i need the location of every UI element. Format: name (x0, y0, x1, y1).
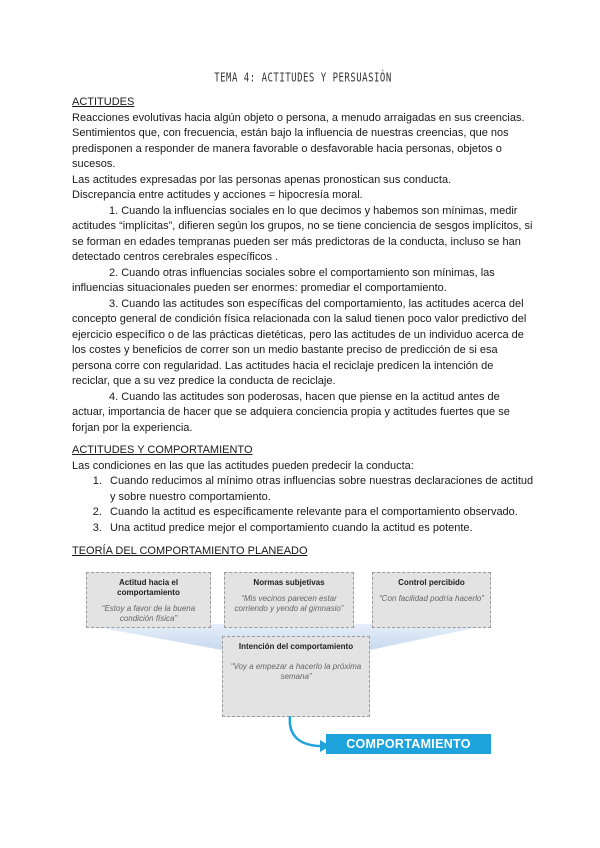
paragraph: Las condiciones en las que las actitudes pueden predecir la conducta: (72, 459, 414, 472)
paragraph: Discrepancia entre actitudes y acciones = hipocresía moral. (72, 189, 363, 201)
box-heading: Normas subjetivas (253, 578, 325, 587)
section-actitudes (72, 95, 534, 436)
intention-box (222, 636, 370, 717)
paragraph: Sentimientos que, con frecuencia, están bajo la influencia de nuestras creencias, que nos predisponen a responder de manera favorable o desfavorable hacia personas, objetos o sucesos. (72, 127, 509, 170)
section-heading: TEORÍA DEL COMPORTAMIENTO PLANEADO (72, 545, 308, 557)
section-teoria (72, 544, 534, 560)
box-quote: “Mis vecinos parecen estar corriendo y yendo al gimnasio” (234, 594, 344, 613)
box-heading: Actitud hacia el comportamiento (117, 578, 180, 597)
paragraph: Las actitudes expresadas por las personas apenas pronostican sus conducta. (72, 173, 452, 186)
perceived-control-box (372, 572, 491, 628)
box-heading: Intención del comportamiento (238, 642, 354, 651)
section-heading: ACTITUDES Y COMPORTAMIENTO (72, 444, 253, 456)
numbered-point: 2. Cuando otras influencias sociales sobre el comportamiento son mínimas, las influencias situacionales pueden ser enormes: promediar el comportamiento. (72, 266, 495, 294)
box-heading: Control percibido (398, 578, 465, 587)
list-item: 1. Cuando reducimos al mínimo otras influencias sobre nuestras declaraciones de actitud y sobre nuestro comportamiento. (105, 474, 534, 505)
list-item: 2. Cuando la actitud es específicamente relevante para el comportamiento observado. (105, 505, 534, 521)
section-heading: ACTITUDES (72, 96, 135, 108)
subjective-norms-box (224, 572, 354, 628)
planned-behavior-diagram (74, 566, 499, 763)
attitude-box (86, 572, 211, 628)
conditions-list (72, 474, 534, 536)
numbered-point: 3. Cuando las actitudes son específicas del comportamiento, las actitudes acerca del concepto general de condición física relacionada con la salud tienen poco valor predictivo del ejercicio específico o de las prácticas dietéticas, pero las actitudes de un individuo acerca de los costes y beneficios de correr son un medio bastante preciso de predicción de si esa persona corre con regularidad. Las actitudes hacia el reciclaje predicen la intención de reciclar, que a su vez predice la conducta de reciclaje. (72, 297, 527, 387)
box-quote: “Con facilidad podría hacerlo” (379, 594, 484, 603)
numbered-point: 1. Cuando la influencias sociales en lo que decimos y habemos son mínimas, medir actitudes “implícitas”, difieren según los grupos, no se tiene conciencia de sesgos implícitos, si se forman en edades tempranas pueden ser más predictoras de la conducta, incluso se han detectado centros cerebrales específicos . (72, 204, 533, 263)
numbered-point: 4. Cuando las actitudes son poderosas, hacen que piense en la actitud antes de actuar, importancia de hacer que se adquiera conciencia propia y actitudes fuertes que se forjan por la experiencia. (72, 390, 510, 434)
paragraph: Reacciones evolutivas hacia algún objeto o persona, a menudo arraigadas en sus creencias. (72, 111, 525, 124)
page-title: TEMA 4: ACTITUDES Y PERSUASIÓN (214, 72, 392, 86)
box-quote: “Voy a empezar a hacerlo la próxima semana” (230, 662, 362, 681)
box-quote: “Estoy a favor de la buena condición física” (101, 604, 196, 623)
section-actitudes-comportamiento (72, 443, 534, 536)
list-item: 3. Una actitud predice mejor el comportamiento cuando la actitud es potente. (105, 521, 534, 537)
behavior-label: COMPORTAMIENTO (326, 734, 491, 754)
